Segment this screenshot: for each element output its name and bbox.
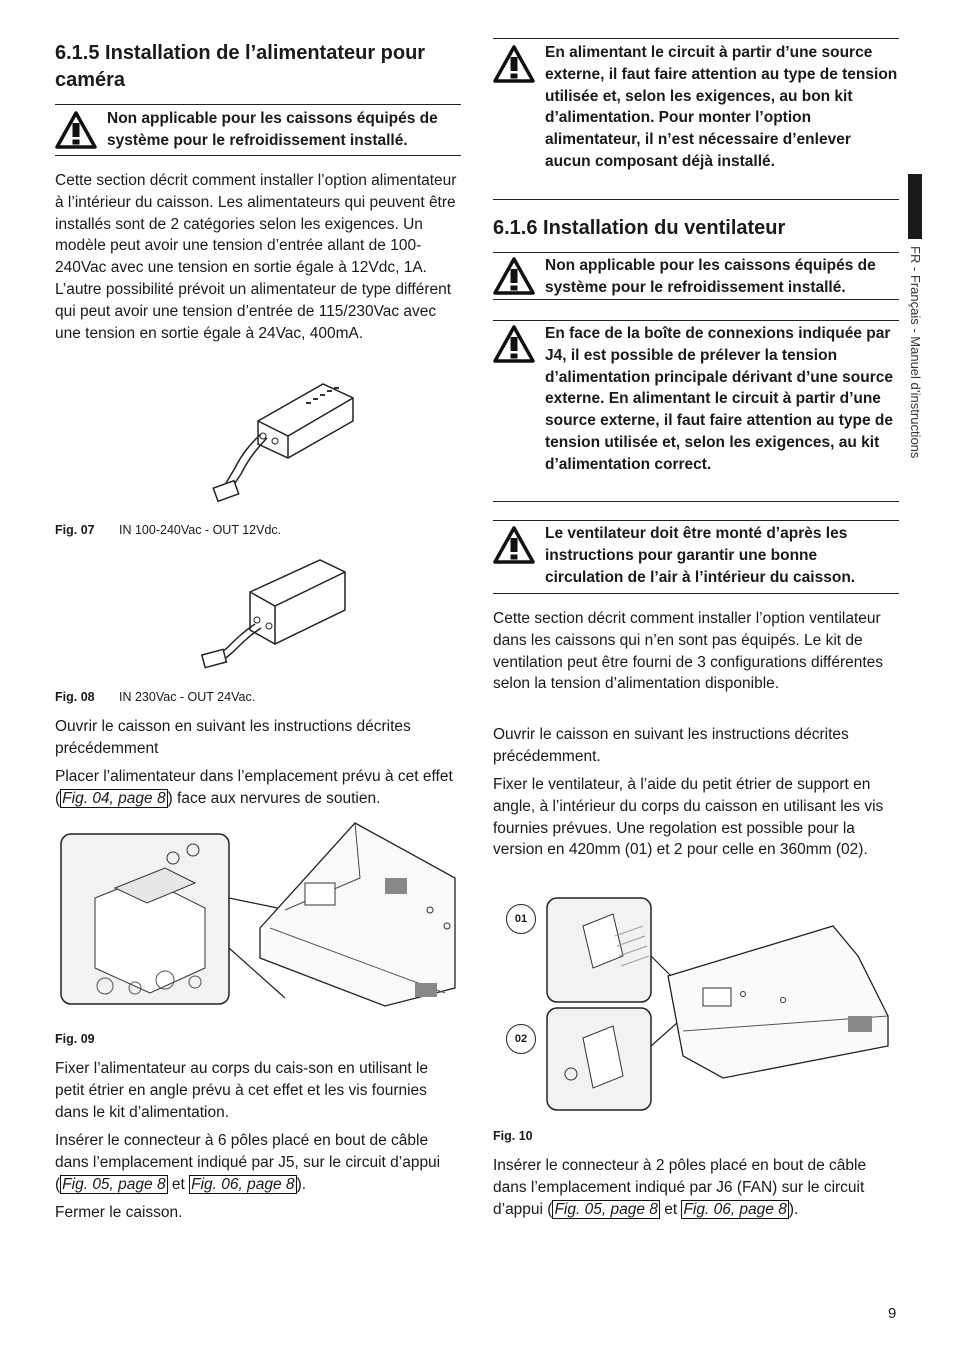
- text-segment: Insérer le connecteur à 2 pôles placé en bout de câble dans l’emplacement indiqué par J6 (FAN) sur le circuit d’appui (: [493, 1157, 867, 1218]
- paragraph-insert-connector-j5: [55, 1130, 461, 1195]
- warning-text: Le ventilateur doit être monté d’après les instructions pour garantir une bonne circulation de l’air à l’intérieur du caisson.: [545, 525, 856, 586]
- figure-fan-installation: [493, 896, 899, 1116]
- figure-label: Fig. 09: [55, 1032, 95, 1046]
- warning-text: Non applicable pour les caissons équipés de système pour le refroidissement installé.: [107, 110, 438, 149]
- paragraph-open-housing: Ouvrir le caisson en suivant les instructions décrites précédemment: [55, 718, 411, 757]
- text-segment: ) face aux nervures de soutien.: [167, 789, 381, 807]
- figure-power-supply-12vdc: [163, 376, 363, 506]
- section-heading-6-1-6: 6.1.6 Installation du ventilateur: [493, 217, 786, 239]
- warning-icon: [493, 325, 535, 363]
- figure-reference-link[interactable]: Fig. 06, page 8: [191, 1175, 295, 1193]
- text-segment: ).: [296, 1175, 307, 1193]
- warning-icon: [493, 257, 535, 295]
- figure-power-supply-24vac: [175, 552, 355, 672]
- language-tab-marker: [908, 174, 922, 239]
- text-segment: ).: [788, 1200, 799, 1218]
- caption-text: IN 230Vac - OUT 24Vac.: [119, 690, 256, 704]
- language-tab-label: FR - Français - Manuel d’instructions: [908, 246, 923, 459]
- warning-text: En face de la boîte de connexions indiquée par J4, il est possible de prélever la tension d’alimentation principale dérivant d’une source externe. En alimentant le circuit à partir d’une source externe, il faut faire attention au type de tension utilisée et, selon les exigences, au kit d’alimentation correct.: [545, 325, 893, 473]
- paragraph-intro: Cette section décrit comment installer l’option alimentateur à l’intérieur du caisson. Les alimentateurs qui peuvent être installés sont de 2 catégories selon les exigences. Un modèle peut avoir une tension d’entrée allant de 100-240Vac avec une tension en sortie égale à 12Vdc, 1A. L’autre possibilité prévoit un alimentateur de type différent qui peut avoir une tension d’entrée de 115/230Vac avec une tension en sortie égale à 24Vac, 400mA.: [55, 172, 457, 342]
- figure-label: Fig. 10: [493, 1129, 533, 1143]
- warning-icon: [55, 111, 97, 149]
- text-segment: Placer l’alimentateur dans l’emplacement prévu à cet effet (: [55, 768, 453, 807]
- figure-badge-01: 01: [506, 904, 536, 934]
- paragraph-place-supply: [55, 766, 461, 810]
- warning-icon: [493, 45, 535, 83]
- figure-caption-09: [55, 1031, 461, 1047]
- warning-box-cooling: [493, 252, 899, 300]
- paragraph-close-housing: Fermer le caisson.: [55, 1204, 183, 1221]
- figure-reference-link[interactable]: Fig. 05, page 8: [554, 1200, 658, 1218]
- warning-text: En alimentant le circuit à partir d’une source externe, il faut faire attention au type de tension utilisée et, selon les exigences, au bon kit d’alimentation. Pour monter l’option alimentateur, il n’est nécessaire d’enlever aucun composant déjà installé.: [545, 44, 898, 170]
- paragraph-fix-fan: Fixer le ventilateur, à l’aide du petit étrier de support en angle, à l’intérieur du corps du caisson en utilisant les vis fournies prévues. Une regolation est possible pour la version en 420mm (01) et 2 pour celle en 360mm (02).: [493, 776, 884, 859]
- text-segment: Insérer le connecteur à 6 pôles placé en bout de câble dans l’emplacement indiqué par J5, sur le circuit d’appui (: [55, 1132, 441, 1193]
- warning-box-cooling: [55, 104, 461, 156]
- paragraph-fan-intro: Cette section décrit comment installer l’option ventilateur dans les caissons qui n’en sont pas équipés. Le kit de ventilation peut être fourni de 3 configurations différentes selon la tension d’alimentation disponible.: [493, 610, 884, 693]
- text-segment: et: [167, 1175, 190, 1193]
- figure-installation-inset: [55, 818, 461, 1008]
- page-number: 9: [888, 1305, 897, 1322]
- paragraph-fix-supply: Fixer l’alimentateur au corps du cais-son en utilisant le petit étrier en angle prévu à cet effet et les vis fournies dans le kit d’alimentation.: [55, 1060, 429, 1121]
- figure-label: Fig. 07: [55, 523, 95, 537]
- figure-caption-10: [493, 1128, 899, 1144]
- warning-box-j4-supply: [493, 320, 899, 502]
- figure-caption-08: [55, 689, 461, 705]
- figure-badge-02: 02: [506, 1024, 536, 1054]
- figure-reference-link[interactable]: Fig. 05, page 8: [62, 1175, 166, 1193]
- warning-box-fan-mounting: [493, 520, 899, 594]
- paragraph-insert-connector-j6: [493, 1155, 899, 1220]
- paragraph-open-housing: Ouvrir le caisson en suivant les instructions décrites précédemment.: [493, 726, 849, 765]
- figure-caption-07: [55, 522, 461, 538]
- section-heading-6-1-5: 6.1.5 Installation de l’alimentateur pour caméra: [55, 42, 426, 91]
- fan-illustration: [493, 896, 899, 1116]
- warning-box-external-source: [493, 38, 899, 200]
- figure-reference-link[interactable]: Fig. 06, page 8: [683, 1200, 787, 1218]
- figure-reference-link[interactable]: Fig. 04, page 8: [62, 789, 166, 807]
- figure-label: Fig. 08: [55, 690, 95, 704]
- warning-text: Non applicable pour les caissons équipés de système pour le refroidissement installé.: [545, 257, 876, 296]
- caption-text: IN 100-240Vac - OUT 12Vdc.: [119, 523, 282, 537]
- warning-icon: [493, 526, 535, 564]
- text-segment: et: [659, 1200, 682, 1218]
